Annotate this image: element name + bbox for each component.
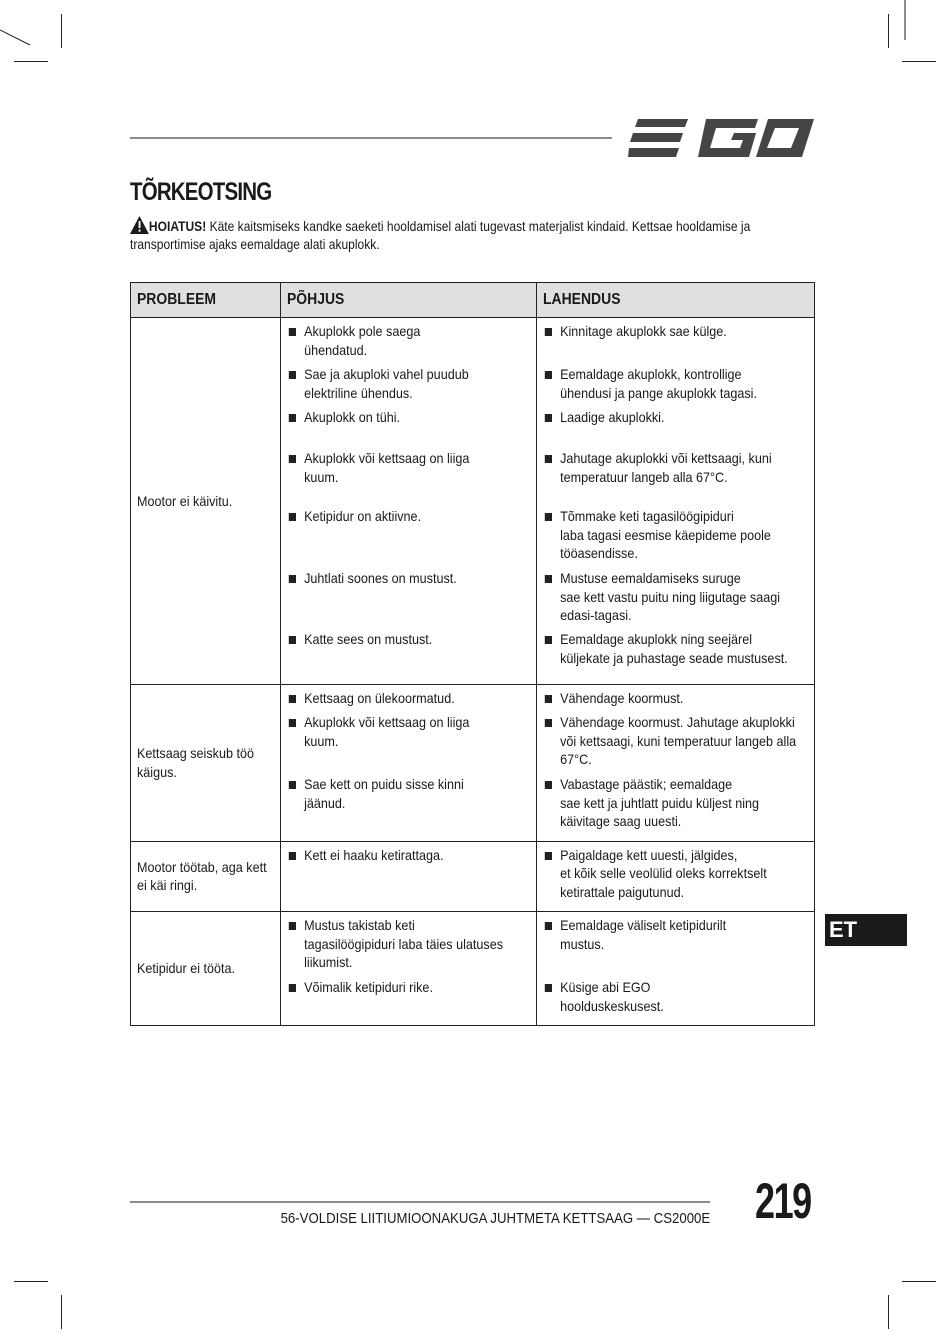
list-item: Paigaldage kett uuesti, jälgides, et kõik selle veolülid oleks korrektselt ketirattale paigutunud. — [543, 846, 808, 902]
list-item: Vabastage päästik; eemaldage sae kett ja juhtlatt puidu küljest ning käivitage saag uuesti. — [543, 775, 808, 831]
troubleshooting-table — [130, 282, 815, 1026]
table-row — [131, 912, 815, 1026]
warning-text: Käte kaitsmiseks kandke saeketi hooldamisel alati tugevast materjalist kindaid. Kettsae hooldamise ja transportimise ajaks eemaldage alati akuplokk. — [130, 218, 751, 252]
crop-mark — [888, 14, 889, 48]
ego-logo — [628, 116, 814, 160]
table-row — [131, 318, 815, 685]
cause-cell — [281, 318, 537, 685]
list-item: Vähendage koormust. Jahutage akuplokki või kettsaagi, kuni temperatuur langeb alla 67°C. — [543, 713, 808, 769]
list-item: Võimalik ketipiduri rike. — [287, 978, 530, 997]
header-problem: PROBLEEM — [131, 283, 281, 318]
problem-cell: Ketipidur ei tööta. — [131, 912, 281, 1026]
crop-mark — [14, 1281, 48, 1282]
list-item: Kinnitage akuplokk sae külge. — [543, 322, 808, 359]
list-item: Sae kett on puidu sisse kinni jäänud. — [287, 775, 530, 812]
cause-cell — [281, 841, 537, 912]
problem-cell: Mootor töötab, aga kett ei käi ringi. — [131, 841, 281, 912]
list-item: Kettsaag on ülekoormatud. — [287, 689, 530, 707]
footer-product-title: 56-VOLDISE LIITIUMIOONAKUGA JUHTMETA KETTSAAG — CS2000E — [280, 1210, 710, 1227]
solution-cell — [537, 912, 815, 1026]
header-cause: PÕHJUS — [281, 283, 537, 318]
problem-cell: Mootor ei käivitu. — [131, 318, 281, 685]
list-item: Juhtlati soones on mustust. — [287, 569, 530, 624]
warning-label: HOIATUS! — [148, 218, 207, 234]
crop-mark — [61, 14, 62, 48]
header-solution: LAHENDUS — [537, 283, 815, 318]
cause-cell — [281, 912, 537, 1026]
problem-cell: Kettsaag seiskub töö käigus. — [131, 685, 281, 842]
list-item: Eemaldage akuplokk ning seejärel küljekate ja puhastage seade mustusest. — [543, 630, 808, 667]
list-item: Mustuse eemaldamiseks suruge sae kett vastu puitu ning liigutage saagi edasi-tagasi. — [543, 569, 808, 624]
page-title: TÕRKEOTSING — [130, 178, 272, 206]
solution-cell — [537, 685, 815, 842]
warning-notice — [130, 216, 784, 253]
list-item: Akuplokk või kettsaag on liiga kuum. — [287, 713, 530, 769]
list-item: Laadige akuplokki. — [543, 408, 808, 443]
list-item: Ketipidur on aktiivne. — [287, 507, 530, 563]
crop-mark — [902, 61, 936, 62]
solution-cell — [537, 318, 815, 685]
list-item: Mustus takistab keti tagasilöögipiduri laba täies ulatuses liikumist. — [287, 916, 530, 972]
list-item: Eemaldage väliselt ketipidurilt mustus. — [543, 916, 808, 972]
solution-cell — [537, 841, 815, 912]
list-item: Akuplokk pole saega ühendatud. — [287, 322, 530, 359]
crop-mark — [14, 61, 48, 62]
list-item: Tõmmake keti tagasilöögipiduri laba tagasi eesmise käepideme poole tööasendisse. — [543, 507, 808, 563]
list-item: Vähendage koormust. — [543, 689, 808, 707]
list-item: Kett ei haaku ketirattaga. — [287, 846, 530, 865]
footer-rule — [130, 1201, 710, 1203]
page-number: 219 — [755, 1173, 811, 1229]
list-item: Sae ja akuploki vahel puudub elektriline ühendus. — [287, 365, 530, 402]
table-row — [131, 685, 815, 842]
crop-mark — [61, 1295, 62, 1329]
cause-cell — [281, 685, 537, 842]
table-row — [131, 841, 815, 912]
list-item: Küsige abi EGO hoolduskeskusest. — [543, 978, 808, 1015]
list-item: Jahutage akuplokki või kettsaagi, kuni temperatuur langeb alla 67°C. — [543, 449, 808, 501]
table-header-row — [131, 283, 815, 318]
crop-mark — [888, 1295, 889, 1329]
language-tab: ET — [825, 914, 907, 946]
crop-mark — [902, 1281, 936, 1282]
list-item: Eemaldage akuplokk, kontrollige ühendusi ja pange akuplokk tagasi. — [543, 365, 808, 402]
list-item: Akuplokk on tühi. — [287, 408, 530, 443]
header-rule — [130, 137, 612, 139]
list-item: Akuplokk või kettsaag on liiga kuum. — [287, 449, 530, 501]
warning-triangle-icon — [130, 216, 149, 234]
list-item: Katte sees on mustust. — [287, 630, 530, 649]
